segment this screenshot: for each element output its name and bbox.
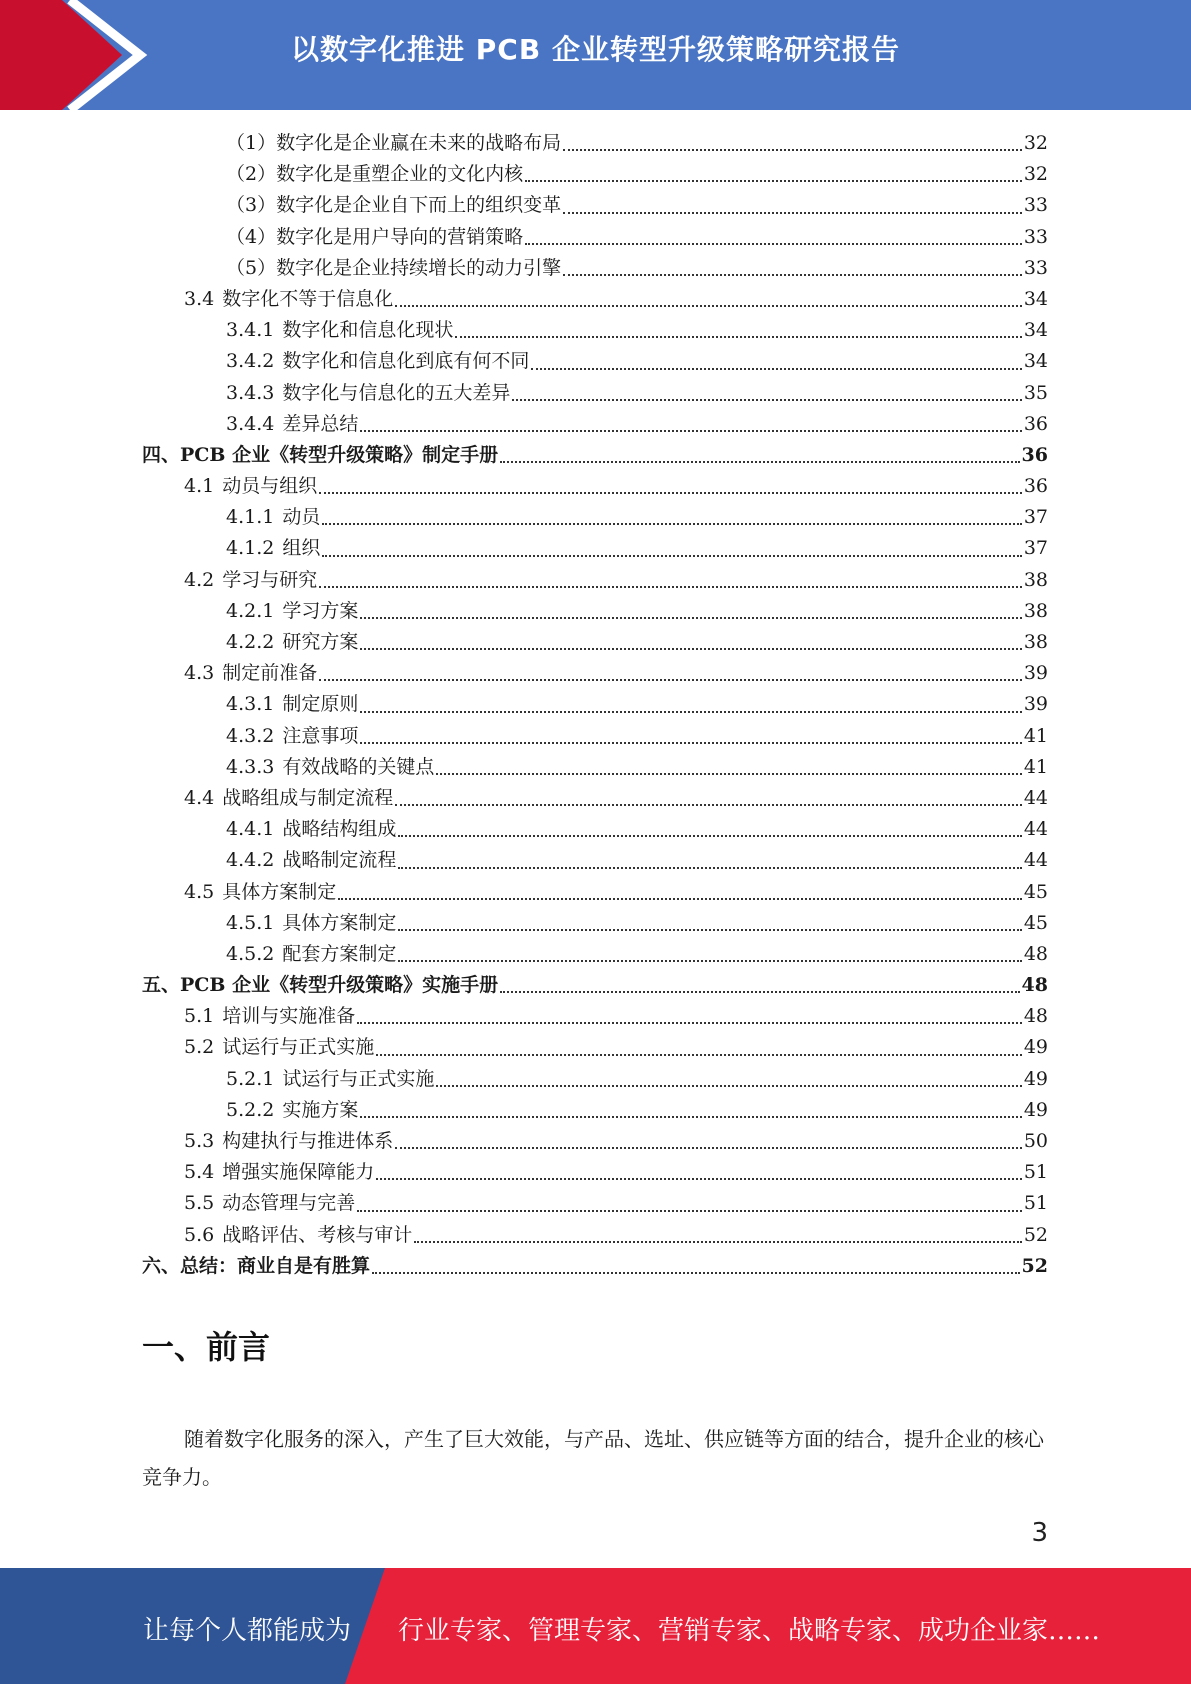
toc-entry[interactable] <box>142 1157 1048 1188</box>
toc-entry[interactable] <box>142 970 1048 1001</box>
toc-entry-number: 4.3.2 <box>226 724 275 747</box>
toc-entry-title: 学习与研究 <box>222 568 318 591</box>
toc-entry[interactable] <box>142 409 1048 440</box>
toc-entry[interactable] <box>142 1188 1048 1219</box>
toc-entry-number: 5.4 <box>184 1161 215 1184</box>
toc-dot-leader <box>398 866 1021 869</box>
toc-entry-page: 37 <box>1023 506 1048 529</box>
toc-entry-title: 配套方案制定 <box>282 942 397 965</box>
toc-entry-page: 39 <box>1023 662 1048 685</box>
toc-entry-number: 5.5 <box>184 1192 215 1215</box>
toc-entry[interactable] <box>142 721 1048 752</box>
toc-entry[interactable] <box>142 845 1048 876</box>
toc-entry[interactable] <box>142 128 1048 159</box>
toc-dot-leader <box>395 1146 1022 1149</box>
toc-entry[interactable] <box>142 253 1048 284</box>
toc-entry-title: 学习方案 <box>282 599 359 622</box>
toc-dot-leader <box>398 928 1021 931</box>
toc-entry-number: 4.4.2 <box>226 849 275 872</box>
toc-entry-title: 具体方案制定 <box>282 911 397 934</box>
toc-entry-page: 34 <box>1023 287 1048 310</box>
toc-entry-title: 战略评估、考核与审计 <box>222 1223 413 1246</box>
toc-entry-page: 50 <box>1023 1130 1048 1152</box>
toc-entry-page: 44 <box>1023 849 1048 872</box>
toc-dot-leader <box>395 304 1022 307</box>
toc-entry-page: 32 <box>1023 132 1048 154</box>
toc-entry[interactable] <box>142 877 1048 908</box>
toc-entry[interactable] <box>142 689 1048 720</box>
toc-entry-page: 45 <box>1023 911 1048 934</box>
toc-entry-page: 38 <box>1023 631 1048 653</box>
toc-entry[interactable] <box>142 752 1048 783</box>
toc-entry-title: 有效战略的关键点 <box>282 755 435 778</box>
toc-entry-title: 实施方案 <box>282 1098 359 1121</box>
toc-entry-page: 33 <box>1023 194 1048 217</box>
toc-entry-number: 4.5.1 <box>226 911 275 934</box>
toc-entry-number: 4.3 <box>184 662 215 685</box>
toc-entry-number: 4.5 <box>184 880 215 903</box>
toc-entry-page: 33 <box>1023 256 1048 279</box>
page-number: 3 <box>1031 1518 1048 1548</box>
toc-entry-title: 数字化和信息化到底有何不同 <box>282 350 530 373</box>
toc-entry[interactable] <box>142 159 1048 190</box>
toc-entry[interactable] <box>142 783 1048 814</box>
toc-dot-leader <box>319 678 1022 681</box>
toc-dot-leader <box>455 335 1021 338</box>
toc-entry[interactable] <box>142 1032 1048 1063</box>
toc-dot-leader <box>414 1240 1022 1243</box>
toc-dot-leader <box>360 429 1021 432</box>
toc-dot-leader <box>357 1209 1022 1212</box>
toc-dot-leader <box>322 554 1021 557</box>
toc-entry-title: 构建执行与推进体系 <box>222 1130 394 1152</box>
toc-entry-number: 3.4.4 <box>226 412 275 435</box>
toc-entry[interactable] <box>142 378 1048 409</box>
report-title: 以数字化推进 PCB 企业转型升级策略研究报告 <box>291 33 900 66</box>
toc-entry-title: 动员与组织 <box>222 475 318 498</box>
toc-entry-title: （3）数字化是企业自下而上的组织变革 <box>226 194 562 217</box>
toc-entry-number: 4.1.2 <box>226 537 275 560</box>
toc-dot-leader <box>436 772 1021 775</box>
toc-entry[interactable] <box>142 1095 1048 1126</box>
toc-entry-title: 注意事项 <box>282 724 359 747</box>
toc-entry-title: 组织 <box>282 537 321 560</box>
toc-entry[interactable] <box>142 471 1048 502</box>
toc-entry[interactable] <box>142 1251 1048 1282</box>
toc-entry-page: 52 <box>1021 1254 1048 1277</box>
toc-dot-leader <box>360 647 1021 650</box>
toc-dot-leader <box>436 1084 1021 1087</box>
toc-entry-title: 制定原则 <box>282 693 359 716</box>
toc-entry[interactable] <box>142 1126 1048 1157</box>
page-footer <box>0 1568 1191 1684</box>
toc-entry-number: 4.1.1 <box>226 506 275 529</box>
toc-dot-leader <box>319 491 1022 494</box>
toc-entry-page: 34 <box>1023 319 1048 342</box>
toc-entry-page: 51 <box>1023 1161 1048 1184</box>
toc-entry-number: 3.4 <box>184 287 215 310</box>
toc-entry[interactable] <box>142 908 1048 939</box>
toc-entry-title: （4）数字化是用户导向的营销策略 <box>226 225 524 248</box>
toc-entry-page: 52 <box>1023 1223 1048 1246</box>
toc-entry-title: 差异总结 <box>282 412 359 435</box>
toc-entry-title: 战略组成与制定流程 <box>222 786 394 809</box>
toc-entry[interactable] <box>142 346 1048 377</box>
toc-entry-title: 战略制定流程 <box>282 849 397 872</box>
toc-entry-number: 4.2.1 <box>226 599 275 622</box>
toc-entry-number: 3.4.1 <box>226 319 275 342</box>
toc-dot-leader <box>360 1115 1021 1118</box>
toc-entry[interactable] <box>142 440 1048 471</box>
toc-entry-title: 动态管理与完善 <box>222 1192 356 1215</box>
toc-entry-title: 试运行与正式实施 <box>222 1036 375 1059</box>
toc-entry[interactable] <box>142 533 1048 564</box>
toc-entry[interactable] <box>142 502 1048 533</box>
toc-entry-page: 38 <box>1023 599 1048 622</box>
toc-entry-page: 44 <box>1023 786 1048 809</box>
table-of-contents <box>142 128 1048 1282</box>
toc-entry-page: 45 <box>1023 880 1048 903</box>
toc-entry-title: （5）数字化是企业持续增长的动力引擎 <box>226 256 562 279</box>
toc-dot-leader <box>372 1271 1020 1274</box>
toc-dot-leader <box>525 242 1022 245</box>
toc-entry-number: 5.1 <box>184 1005 215 1028</box>
toc-entry-number: 3.4.3 <box>226 381 275 404</box>
toc-entry-title: 战略结构组成 <box>282 818 397 841</box>
toc-entry-title: 增强实施保障能力 <box>222 1161 375 1184</box>
toc-dot-leader <box>398 959 1021 962</box>
toc-entry-title: 制定前准备 <box>222 662 318 685</box>
toc-entry-page: 35 <box>1023 381 1048 404</box>
toc-entry-title: 六、总结：商业自是有胜算 <box>142 1254 371 1277</box>
toc-entry-number: 4.2.2 <box>226 631 275 653</box>
toc-entry-number: 5.6 <box>184 1223 215 1246</box>
toc-entry-page: 48 <box>1023 1005 1048 1028</box>
toc-dot-leader <box>512 398 1021 401</box>
toc-entry-page: 32 <box>1023 163 1048 186</box>
toc-entry-title: 培训与实施准备 <box>222 1005 356 1028</box>
toc-entry-page: 38 <box>1023 568 1048 591</box>
footer-slogan-left: 让每个人都能成为 <box>143 1616 352 1646</box>
toc-entry[interactable] <box>142 284 1048 315</box>
footer-slogan-right: 行业专家、管理专家、营销专家、战略专家、成功企业家…… <box>398 1616 1101 1646</box>
toc-entry-number: 5.3 <box>184 1130 215 1152</box>
page-header <box>0 0 1191 110</box>
toc-entry-number: 4.4 <box>184 786 215 809</box>
toc-entry-page: 36 <box>1021 443 1048 466</box>
toc-dot-leader <box>338 897 1022 900</box>
toc-dot-leader <box>525 179 1022 182</box>
toc-dot-leader <box>531 367 1021 370</box>
toc-entry-page: 33 <box>1023 225 1048 248</box>
toc-entry[interactable] <box>142 939 1048 970</box>
toc-entry[interactable] <box>142 814 1048 845</box>
toc-entry[interactable] <box>142 315 1048 346</box>
toc-entry-title: （2）数字化是重塑企业的文化内核 <box>226 163 524 186</box>
toc-entry-number: 4.1 <box>184 475 215 498</box>
toc-entry-page: 41 <box>1023 755 1048 778</box>
toc-entry-page: 49 <box>1023 1036 1048 1059</box>
toc-dot-leader <box>360 741 1021 744</box>
toc-dot-leader <box>357 1021 1022 1024</box>
toc-dot-leader <box>500 460 1019 463</box>
toc-entry-number: 4.3.1 <box>226 693 275 716</box>
toc-entry-title: 数字化不等于信息化 <box>222 287 394 310</box>
toc-entry[interactable] <box>142 1001 1048 1032</box>
toc-entry[interactable] <box>142 596 1048 627</box>
toc-entry-number: 5.2 <box>184 1036 215 1059</box>
toc-dot-leader <box>563 273 1022 276</box>
toc-entry[interactable] <box>142 658 1048 689</box>
toc-entry-number: 4.4.1 <box>226 818 275 841</box>
toc-dot-leader <box>500 990 1019 993</box>
toc-entry-page: 48 <box>1023 942 1048 965</box>
toc-entry[interactable] <box>142 627 1048 658</box>
toc-entry-title: 具体方案制定 <box>222 880 337 903</box>
toc-dot-leader <box>563 211 1022 214</box>
toc-entry-page: 49 <box>1023 1067 1048 1090</box>
toc-entry-page: 34 <box>1023 350 1048 373</box>
toc-dot-leader <box>563 148 1022 151</box>
toc-dot-leader <box>376 1177 1022 1180</box>
toc-entry-page: 41 <box>1023 724 1048 747</box>
toc-entry-title: 试运行与正式实施 <box>282 1067 435 1090</box>
toc-entry-title: （1）数字化是企业赢在未来的战略布局 <box>226 132 562 154</box>
toc-entry-number: 4.2 <box>184 568 215 591</box>
toc-entry-title: 研究方案 <box>282 631 359 653</box>
toc-entry[interactable] <box>142 565 1048 596</box>
toc-dot-leader <box>360 710 1021 713</box>
toc-dot-leader <box>319 585 1022 588</box>
toc-dot-leader <box>322 522 1021 525</box>
toc-entry-page: 51 <box>1023 1192 1048 1215</box>
toc-entry-page: 48 <box>1021 974 1048 997</box>
toc-entry-page: 36 <box>1023 475 1048 498</box>
toc-entry-page: 36 <box>1023 412 1048 435</box>
toc-dot-leader <box>398 834 1021 837</box>
toc-entry[interactable] <box>142 190 1048 221</box>
toc-entry-number: 5.2.2 <box>226 1098 275 1121</box>
toc-entry[interactable] <box>142 222 1048 253</box>
toc-entry-number: 4.3.3 <box>226 755 275 778</box>
body-paragraph: 随着数字化服务的深入，产生了巨大效能，与产品、选址、供应链等方面的结合，提升企业的核心竞争力。 <box>142 1427 1044 1489</box>
toc-entry-title: 数字化与信息化的五大差异 <box>282 381 511 404</box>
toc-entry-page: 49 <box>1023 1098 1048 1121</box>
toc-dot-leader <box>376 1053 1022 1056</box>
toc-entry-title: 数字化和信息化现状 <box>282 319 454 342</box>
section-heading: 一、前言 <box>142 1328 271 1366</box>
toc-dot-leader <box>360 616 1021 619</box>
toc-dot-leader <box>395 803 1022 806</box>
toc-entry-page: 37 <box>1023 537 1048 560</box>
toc-entry-title: 四、PCB 企业《转型升级策略》制定手册 <box>142 443 499 466</box>
toc-entry-page: 44 <box>1023 818 1048 841</box>
toc-entry-title: 动员 <box>282 506 321 529</box>
toc-entry-number: 3.4.2 <box>226 350 275 373</box>
toc-entry[interactable] <box>142 1064 1048 1095</box>
toc-entry[interactable] <box>142 1220 1048 1251</box>
toc-entry-number: 5.2.1 <box>226 1067 275 1090</box>
toc-entry-number: 4.5.2 <box>226 942 275 965</box>
toc-entry-title: 五、PCB 企业《转型升级策略》实施手册 <box>142 974 499 997</box>
toc-entry-page: 39 <box>1023 693 1048 716</box>
